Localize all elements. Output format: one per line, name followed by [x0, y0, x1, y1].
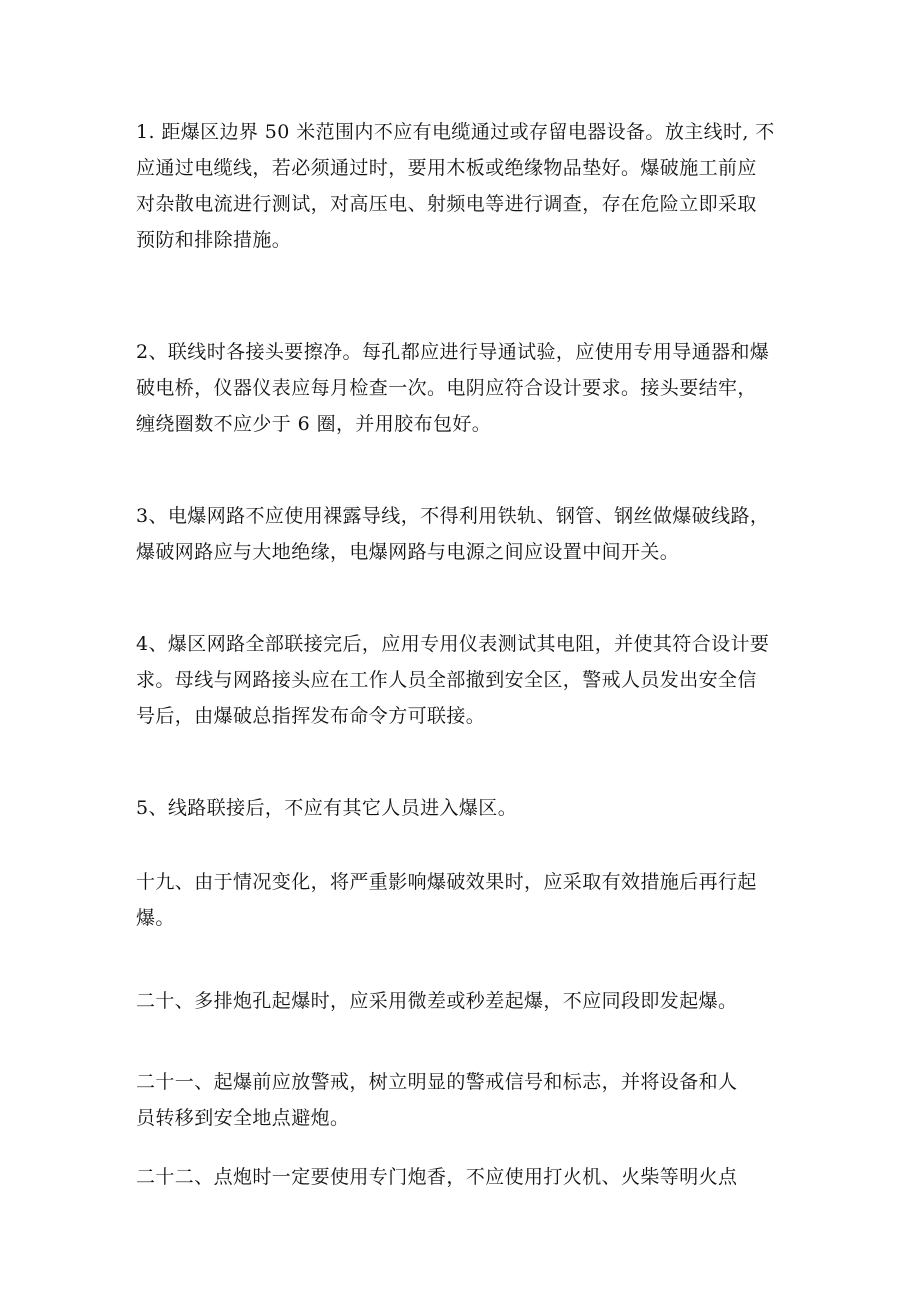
text-line: 应通过电缆线，若必须通过时，要用木板或绝缘物品垫好。爆破施工前应 [136, 157, 757, 179]
text-line: 员转移到安全地点避炮。 [136, 1107, 350, 1129]
text-line: 爆破网路应与大地绝缘，电爆网路与电源之间应设置中间开关。 [136, 541, 680, 563]
paragraph-5 [136, 790, 816, 826]
text-line: 二十、多排炮孔起爆时，应采用微差或秒差起爆，不应同段即发起爆。 [136, 990, 738, 1012]
paragraph-2 [136, 334, 816, 442]
paragraph-1 [136, 114, 816, 258]
text-line: 二十一、起爆前应放警戒，树立明显的警戒信号和标志，并将设备和人 [136, 1071, 738, 1093]
text-line: 二十二、点炮时一定要使用专门炮香，不应使用打火机、火柴等明火点 [136, 1166, 738, 1188]
paragraph-3 [136, 498, 816, 570]
text-line: 2、联线时各接头要擦净。每孔都应进行导通试验，应使用专用导通器和爆 [136, 341, 770, 363]
paragraph-8 [136, 1064, 816, 1136]
text-line: 3、电爆网路不应使用裸露导线，不得利用铁轨、钢管、钢丝做爆破线路， [136, 505, 770, 527]
paragraph-7 [136, 983, 816, 1019]
text-line: 预防和排除措施。 [136, 229, 292, 251]
text-line: 缠绕圈数不应少于 6 圈，并用胶布包好。 [136, 413, 492, 435]
paragraph-4 [136, 626, 816, 734]
text-line: 十九、由于情况变化，将严重影响爆破效果时，应采取有效措施后再行起 [136, 871, 757, 893]
paragraph-9 [136, 1159, 816, 1195]
text-line: 对杂散电流进行测试，对高压电、射频电等进行调查，存在危险立即采取 [136, 193, 757, 215]
text-line: 号后，由爆破总指挥发布命令方可联接。 [136, 705, 486, 727]
text-line: 5、线路联接后，不应有其它人员进入爆区。 [136, 797, 518, 819]
text-line: 破电桥，仪器仪表应每月检查一次。电阴应符合设计要求。接头要结牢， [136, 377, 757, 399]
text-line: 1. 距爆区边界 50 米范围内不应有电缆通过或存留电器设备。放主线时, 不 [136, 121, 775, 143]
paragraph-6 [136, 864, 816, 936]
text-line: 求。母线与网路接头应在工作人员全部撤到安全区，警戒人员发出安全信 [136, 669, 757, 691]
text-line: 爆。 [136, 907, 175, 929]
text-line: 4、爆区网路全部联接完后，应用专用仪表测试其电阻，并使其符合设计要 [136, 633, 770, 655]
